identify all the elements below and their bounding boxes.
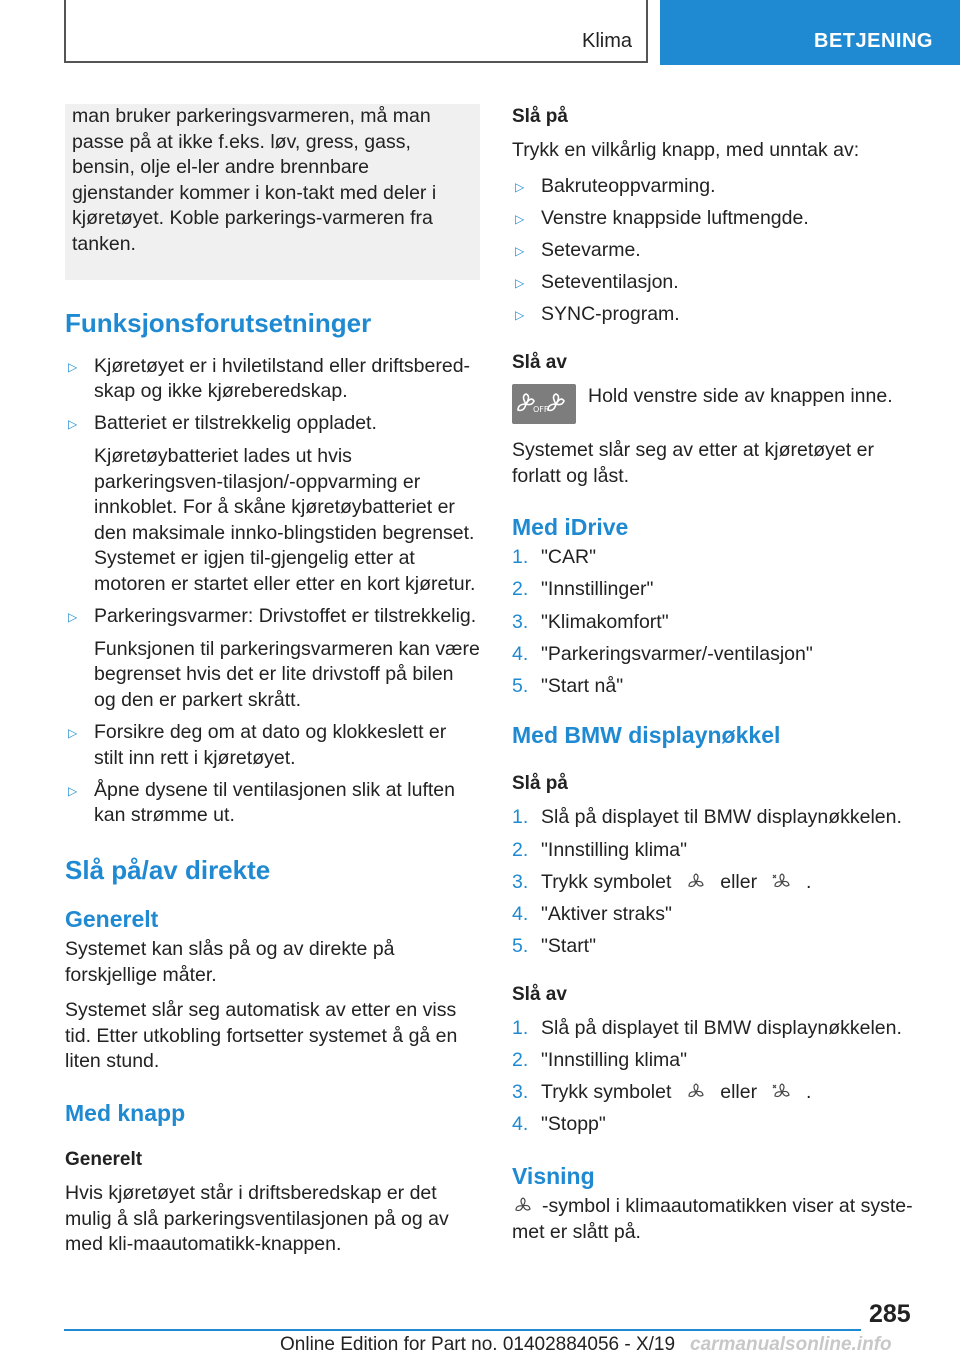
bullet-marker: ▷ bbox=[515, 308, 525, 323]
list-item-detail: Kjøretøybatteriet lades ut hvis parkeringsven-tilasjon/-oppvarming er innkoblet. For å skåne kjøretøybatteriet er den maksimale innko-blingstiden begrenset. Systemet er igjen til-gjengelig etter at motoren er startet eller etter en kort kjøretur. bbox=[94, 444, 476, 595]
right-column bbox=[512, 104, 922, 1255]
list-item: ▷ Kjøretøyet er i hviletilstand eller driftsbered-skap og ikke kjøreberedskap. bbox=[68, 354, 471, 403]
list-item: ▷ Parkeringsvarmer: Drivstoffet er tilstrekkelig. Funksjonen til parkeringsvarmeren kan være begrenset hvis det er lite drivstoff på bilen og den er parkert skrått. bbox=[65, 604, 480, 713]
general-heading: Generelt bbox=[65, 906, 159, 933]
idrive-heading: Med iDrive bbox=[512, 514, 629, 541]
fan-icon bbox=[685, 1083, 707, 1101]
list-item: ▷ Bakruteoppvarming. bbox=[512, 174, 922, 200]
fan-auto-icon bbox=[771, 873, 793, 891]
off-hold-text: Hold venstre side av knappen inne. bbox=[588, 384, 893, 407]
off-auto-text: Systemet slår seg av etter at kjøretøyet er forlatt og låst. bbox=[512, 438, 874, 487]
direct-heading: Slå på/av direkte bbox=[65, 855, 271, 886]
list-item: 5. "Start" bbox=[512, 935, 597, 958]
list-item: ▷ Åpne dysene til ventilasjonen slik at luften kan strømme ut. bbox=[68, 778, 455, 827]
list-item: 1. "CAR" bbox=[512, 546, 597, 569]
list-item: ▷ Seteventilasjon. bbox=[512, 270, 922, 296]
list-item: ▷ Forsikre deg om at dato og klokkeslett er stilt inn rett i kjøretøyet. bbox=[68, 721, 447, 769]
key-heading: Med BMW displaynøkkel bbox=[512, 722, 781, 749]
list-item: 5. "Start nå" bbox=[512, 674, 624, 697]
display-heading: Visning bbox=[512, 1162, 595, 1189]
button-heading: Med knapp bbox=[65, 1100, 186, 1126]
on-heading: Slå på bbox=[512, 106, 568, 127]
warning-note: man bruker parkeringsvarmeren, må man passe på at ikke f.eks. løv, gress, gass, bensin, olje el-ler andre brennbare gjenstander kommer i kon-takt med deler i kjøretøyet. Koble parkerings-varmeren fra tanken. bbox=[65, 104, 480, 280]
general-paragraph-1: Systemet kan slås på og av direkte på forskjellige måter. bbox=[65, 938, 395, 986]
list-item: 2. "Innstilling klima" bbox=[512, 1049, 688, 1071]
bullet-marker: ▷ bbox=[68, 417, 78, 432]
fan-auto-icon bbox=[771, 1083, 793, 1101]
list-item: ▷ Setevarme. bbox=[512, 238, 922, 264]
list-item: 2. "Innstilling klima" bbox=[512, 838, 688, 861]
edition-text: Online Edition for Part no. 01402884056 - X/19 bbox=[280, 1334, 676, 1355]
page-number: 285 bbox=[869, 1300, 911, 1328]
chapter-tab bbox=[660, 0, 960, 65]
watermark: carmanualsonline.info bbox=[690, 1334, 892, 1355]
list-item: ▷ SYNC-program. bbox=[512, 302, 922, 328]
on-intro: Trykk en vilkårlig knapp, med unntak av: bbox=[512, 139, 860, 161]
fan-icon bbox=[512, 1197, 534, 1215]
on-exceptions-list bbox=[512, 174, 922, 328]
bullet-marker: ▷ bbox=[68, 610, 78, 625]
list-item: 4. "Parkeringsvarmer/-ventilasjon" bbox=[512, 642, 813, 665]
key-off-steps bbox=[512, 1016, 922, 1138]
bullet-marker: ▷ bbox=[515, 276, 525, 291]
key-off-heading: Slå av bbox=[512, 983, 567, 1005]
list-item: 4. "Aktiver straks" bbox=[512, 903, 672, 926]
bullet-marker: ▷ bbox=[515, 179, 525, 194]
header-frame bbox=[64, 0, 648, 63]
chapter-title: BETJENING bbox=[814, 30, 933, 52]
section-title: Klima bbox=[581, 30, 632, 52]
left-column bbox=[65, 104, 480, 1268]
list-item: 4. "Stopp" bbox=[512, 1113, 606, 1136]
prereq-list bbox=[65, 354, 480, 829]
list-item: 1. Slå på displayet til BMW displaynøkkelen. bbox=[512, 806, 902, 829]
bullet-marker: ▷ bbox=[68, 783, 78, 798]
list-item: 3. "Klimakomfort" bbox=[512, 610, 669, 633]
off-heading: Slå av bbox=[512, 351, 567, 373]
list-item: 3. Trykk symbolet eller . bbox=[512, 1081, 812, 1104]
button-paragraph: Hvis kjøretøyet står i driftsberedskap er det mulig å slå parkeringsventilasjonen på og av med kli-maautomatikk-knappen. bbox=[65, 1182, 449, 1256]
general-paragraph-2: Systemet slår seg automatisk av etter en viss tid. Etter utkobling fortsetter systemet å gå en liten stund. bbox=[65, 999, 458, 1073]
fan-off-button-image bbox=[512, 384, 576, 424]
footer-divider bbox=[64, 1329, 861, 1331]
idrive-steps bbox=[512, 545, 922, 699]
bullet-marker: ▷ bbox=[68, 726, 78, 741]
list-item-detail: Funksjonen til parkeringsvarmeren kan være begrenset hvis det er lite drivstoff på bilen og den er parkert skrått. bbox=[94, 637, 480, 711]
svg-text:OFF: OFF bbox=[533, 404, 549, 414]
list-item: ▷ Venstre knappside luftmengde. bbox=[512, 206, 922, 232]
fan-icon bbox=[685, 873, 707, 891]
list-item: 2. "Innstillinger" bbox=[512, 578, 654, 601]
list-item: 3. Trykk symbolet eller . bbox=[512, 870, 812, 893]
key-on-steps bbox=[512, 805, 922, 959]
key-on-heading: Slå på bbox=[512, 773, 568, 795]
bullet-marker: ▷ bbox=[515, 243, 525, 258]
prereq-heading: Funksjonsforutsetninger bbox=[65, 307, 372, 338]
bullet-marker: ▷ bbox=[68, 359, 78, 374]
bullet-marker: ▷ bbox=[515, 211, 525, 226]
display-text: -symbol i klimaautomatikken viser at syste-met er slått på. bbox=[512, 1194, 913, 1243]
list-item: 1. Slå på displayet til BMW displaynøkkelen. bbox=[512, 1016, 902, 1039]
button-subheading: Generelt bbox=[65, 1149, 143, 1170]
list-item: ▷ Batteriet er tilstrekkelig oppladet. Kjøretøybatteriet lades ut hvis parkeringsven-tilasjon/-oppvarming er innkoblet. For å skåne kjøretøybatteriet er den maksimale innko-blingstiden begrenset. Systemet er igjen til-gjengelig etter at motoren er startet eller etter en kort kjøretur. bbox=[65, 411, 480, 597]
